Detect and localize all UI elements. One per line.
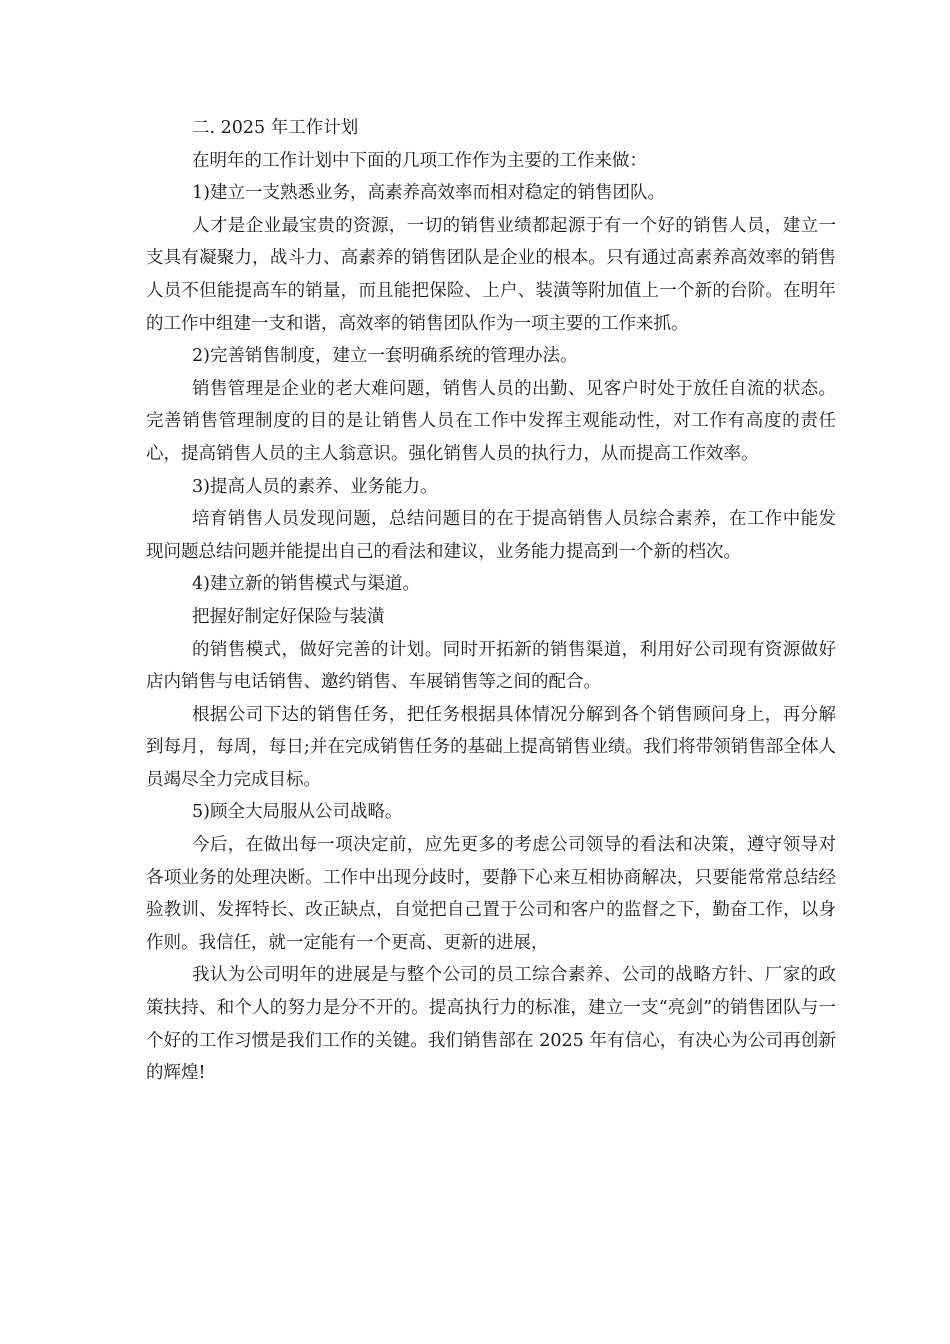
plan-item-5-heading: 5)顾全大局服从公司战略。 [192,802,403,823]
document-body [146,112,836,1090]
plan-item-3-body: 培育销售人员发现问题，总结问题目的在于提高销售人员综合素养，在工作中能发现问题总结问题并能提出自己的看法和建议，业务能力提高到一个新的档次。 [146,509,836,562]
section-heading: 二. 2025 年工作计划 [192,118,359,138]
sales-task-paragraph: 根据公司下达的销售任务，把任务根据具体情况分解到各个销售顾问身上，再分解到每月，每周，每日;并在完成销售任务的基础上提高销售业绩。我们将带领销售部全体人员竭尽全力完成目标。 [146,704,836,790]
plan-item-3-heading: 3)提高人员的素养、业务能力。 [192,476,438,497]
plan-item-2-body: 销售管理是企业的老大难问题，销售人员的出勤、见客户时处于放任自流的状态。完善销售管理制度的目的是让销售人员在工作中发挥主观能动性，对工作有高度的责任心，提高销售人员的主人翁意识。强化销售人员的执行力，从而提高工作效率。 [146,378,836,464]
plan-item-1-heading: 1)建立一支熟悉业务，高素养高效率而相对稳定的销售团队。 [192,183,665,204]
plan-item-4-body: 的销售模式，做好完善的计划。同时开拓新的销售渠道，利用好公司现有资源做好店内销售与电话销售、邀约销售、车展销售等之间的配合。 [146,639,836,693]
plan-item-4-heading: 4)建立新的销售模式与渠道。 [192,574,420,595]
plan-item-5-body: 今后，在做出每一项决定前，应先更多的考虑公司领导的看法和决策，遵守领导对各项业务的处理决断。工作中出现分歧时，要静下心来互相协商解决，只要能常常总结经验教训、发挥特长、改正缺点，自觉把自己置于公司和客户的监督之下，勤奋工作，以身作则。我信任，就一定能有一个更高、更新的进展， [146,835,836,953]
plan-item-2-heading: 2)完善销售制度，建立一套明确系统的管理办法。 [192,346,578,367]
closing-paragraph: 我认为公司明年的进展是与整个公司的员工综合素养、公司的战略方针、厂家的政策扶持、和个人的努力是分不开的。提高执行力的标准，建立一支“亮剑”的销售团队与一个好的工作习惯是我们工作的关键。我们销售部在 2025 年有信心，有决心为公司再创新的辉煌! [146,965,836,1084]
plan-item-1-body: 人才是企业最宝贵的资源，一切的销售业绩都起源于有一个好的销售人员，建立一支具有凝聚力，战斗力、高素养的销售团队是企业的根本。只有通过高素养高效率的销售人员不但能提高车的销量，而且能把保险、上户、装潢等附加值上一个新的台阶。在明年的工作中组建一支和谐，高效率的销售团队作为一项主要的工作来抓。 [146,215,836,334]
plan-item-4-body-line: 把握好制定好保险与装潢 [192,606,385,627]
intro-paragraph: 在明年的工作计划中下面的几项工作作为主要的工作来做： [192,150,647,171]
